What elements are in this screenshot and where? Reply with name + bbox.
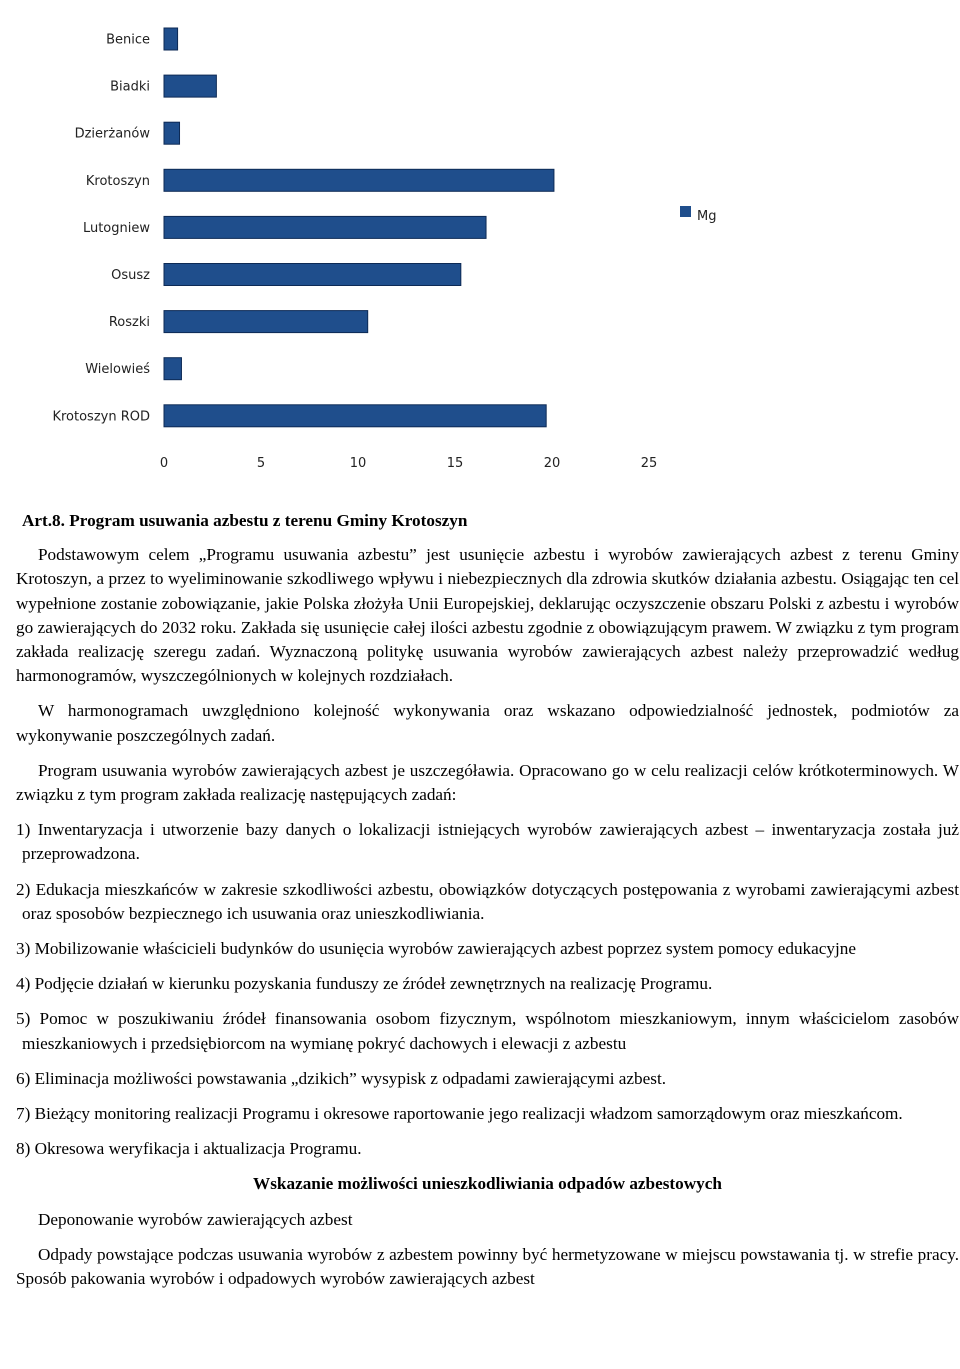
bar-chart [0,0,960,480]
legend-label: Mg [697,209,717,224]
bar-dzierżanów [164,122,180,144]
category-label: Biadki [110,79,150,95]
paragraph-1: Podstawowym celem „Programu usuwania azbestu” jest usunięcie azbestu i wyrobów zawierających azbest z terenu Gminy Krotoszyn, a przez to wyeliminowanie szkodliwego wpływu i niebezpiecznych dla zdrowia skutków działania azbestu. Osiągając ten cel wypełnione zostanie zobowiązanie, jakie Polska złożyła Unii Europejskiej, deklarując oczyszczenie obszaru Polski z azbestu i wyrobów go zawierających do 2032 roku. Zakłada się usunięcie całej ilości azbestu zgodnie z obowiązującym prawem. W związku z tym program zakłada realizację szeregu zadań. Wyznaczoną politykę usuwania wyrobów zawierających azbest należy przeprowadzić według harmonogramów, wyszczególnionych w kolejnych rozdziałach. [16,545,959,686]
list-item-5: 5) Pomoc w poszukiwaniu źródeł finansowania osobom fizycznym, wspólnotom mieszkaniowym, innym właścicielom zasobów mieszkaniowych i przedsiębiorcom na wymianę pokryć dachowych i elewacji z azbestu [16,1009,959,1053]
category-labels [52,33,150,425]
x-tick-label: 5 [256,456,266,471]
category-label: Lutogniew [82,220,150,236]
bar-krotoszyn [164,169,554,191]
document-body [16,509,959,1291]
bar-osusz [164,264,461,286]
subheading: Wskazanie możliwości unieszkodliwiania odpadów azbestowych [253,1174,722,1194]
bar-krotoszyn-rod [164,405,546,427]
category-label: Wielowieś [85,362,150,378]
article-heading: Art.8. Program usuwania azbestu z terenu Gminy Krotoszyn [22,511,468,530]
list-item-7: 7) Bieżący monitoring realizacji Programu i okresowe raportowanie jego realizacji władzom samorządowym oraz mieszkańcom. [16,1104,903,1124]
bars-group [164,28,554,427]
last-paragraph: Odpady powstające podczas usuwania wyrobów z azbestem powinny być hermetyzowane w miejscu powstawania tj. w strefie pracy. Sposób pakowania wyrobów i odpadowych wyrobów zawierających azbest [16,1244,959,1289]
list-item-2: 2) Edukacja mieszkańców w zakresie szkodliwości azbestu, obowiązków dotyczących postępowania z wyrobami zawierającymi azbest oraz sposobów bezpiecznego ich usuwania oraz unieszkodliwiania. [16,879,959,923]
subsection-title: Deponowanie wyrobów zawierających azbest [38,1209,353,1229]
x-tick-label: 10 [349,456,367,471]
x-tick-label: 20 [543,456,561,471]
legend-swatch [680,206,691,217]
bar-benice [164,28,178,50]
category-label: Krotoszyn [85,173,150,189]
category-label: Dzierżanów [74,126,150,142]
x-tick-label: 15 [446,456,464,471]
list-item-1: 1) Inwentaryzacja i utworzenie bazy danych o lokalizacji istniejących wyrobów zawierających azbest – inwentaryzacja została już przeprowadzona. [16,820,959,864]
bar-lutogniew [164,216,486,238]
list-item-6: 6) Eliminacja możliwości powstawania „dzikich” wysypisk z odpadami zawierającymi azbest. [16,1068,667,1088]
x-tick-label: 25 [640,456,658,471]
paragraph-2: W harmonogramach uwzględniono kolejność wykonywania oraz wskazano odpowiedzialność jednostek, podmiotów za wykonywanie poszczególnych zadań. [16,701,959,745]
bar-roszki [164,311,368,333]
paragraph-3: Program usuwania wyrobów zawierających azbest je uszczegóławia. Opracowano go w celu realizacji celów krótkoterminowych. W związku z tym program zakłada realizację następujących zadań: [16,760,959,805]
x-tick-label: 0 [159,456,169,471]
category-label: Roszki [108,315,150,331]
category-label: Osusz [111,268,150,283]
list-item-8: 8) Okresowa weryfikacja i aktualizacja Programu. [16,1139,362,1159]
category-label: Krotoszyn ROD [52,409,150,425]
category-label: Benice [106,32,150,48]
x-tick-labels [160,456,657,471]
list-item-3: 3) Mobilizowanie właścicieli budynków do usunięcia wyrobów zawierających azbest poprzez system pomocy edukacyjne [16,939,856,959]
list-item-4: 4) Podjęcie działań w kierunku pozyskania funduszy ze źródeł zewnętrznych na realizację Programu. [16,974,713,994]
bar-biadki [164,75,216,97]
bar-wielowieś [164,358,181,380]
